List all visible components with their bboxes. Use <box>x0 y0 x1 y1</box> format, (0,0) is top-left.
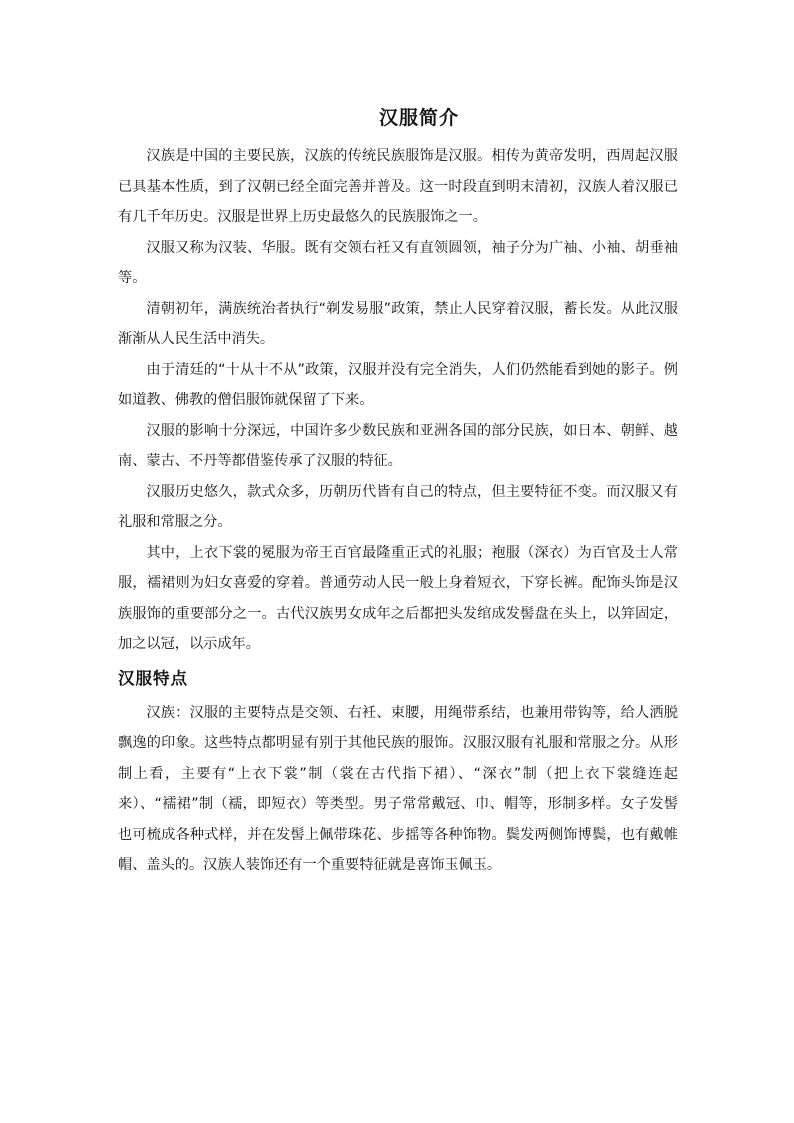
paragraph-origin: 汉族是中国的主要民族，汉族的传统民族服饰是汉服。相传为黄帝发明，西周起汉服已具基本性质，到了汉朝已经全面完善并普及。这一时段直到明末清初，汉族人着汉服已有几千年历史。汉服是世界上历史最悠久的民族服饰之一。 <box>118 148 678 225</box>
document-title: 汉服简介 <box>378 107 459 129</box>
section-title: 汉服特点 <box>118 668 188 688</box>
paragraph-influence: 汉服的影响十分深远，中国许多少数民族和亚洲各国的部分民族，如日本、朝鲜、越南、蒙古、不丹等都借鉴传承了汉服的特征。 <box>118 422 678 469</box>
paragraph-features: 汉族：汉服的主要特点是交领、右衽、束腰，用绳带系结，也兼用带钩等，给人洒脱飘逸的印象。这些特点都明显有别于其他民族的服饰。汉服汉服有礼服和常服之分。从形制上看，主要有“上衣下裳”制（裳在古代指下裙）、“深衣”制（把上衣下裳缝连起来）、“襦裙”制（襦，即短衣）等类型。男子常常戴冠、巾、帽等，形制多样。女子发髻也可梳成各种式样，并在发髻上佩带珠花、步摇等各种饰物。鬓发两侧饰博鬓，也有戴帷帽、盖头的。汉族人装饰还有一个重要特征就是喜饰玉佩玉。 <box>118 704 678 873</box>
paragraph-qing-policy: 清朝初年，满族统治者执行“剃发易服”政策，禁止人民穿着汉服，蓄长发。从此汉服渐渐从人民生活中消失。 <box>118 300 678 347</box>
paragraph-alternate-names: 汉服又称为汉装、华服。既有交领右衽又有直领圆领，袖子分为广袖、小袖、胡垂袖等。 <box>118 239 678 286</box>
paragraph-garment-types: 其中，上衣下裳的冕服为帝王百官最隆重正式的礼服；袍服（深衣）为百官及士人常服，襦裙则为妇女喜爱的穿着。普通劳动人民一般上身着短衣，下穿长裤。配饰头饰是汉族服饰的重要部分之一。古代汉族男女成年之后都把头发绾成发髻盘在头上，以笄固定，加之以冠，以示成年。 <box>118 544 678 652</box>
feature-section <box>118 698 678 881</box>
paragraph-preservation: 由于清廷的“十从十不从”政策，汉服并没有完全消失，人们仍然能看到她的影子。例如道教、佛教的僧侣服饰就保留了下来。 <box>118 361 678 408</box>
paragraph-history: 汉服历史悠久，款式众多，历朝历代皆有自己的特点，但主要特征不变。而汉服又有礼服和常服之分。 <box>118 483 678 530</box>
document-body <box>118 141 678 881</box>
